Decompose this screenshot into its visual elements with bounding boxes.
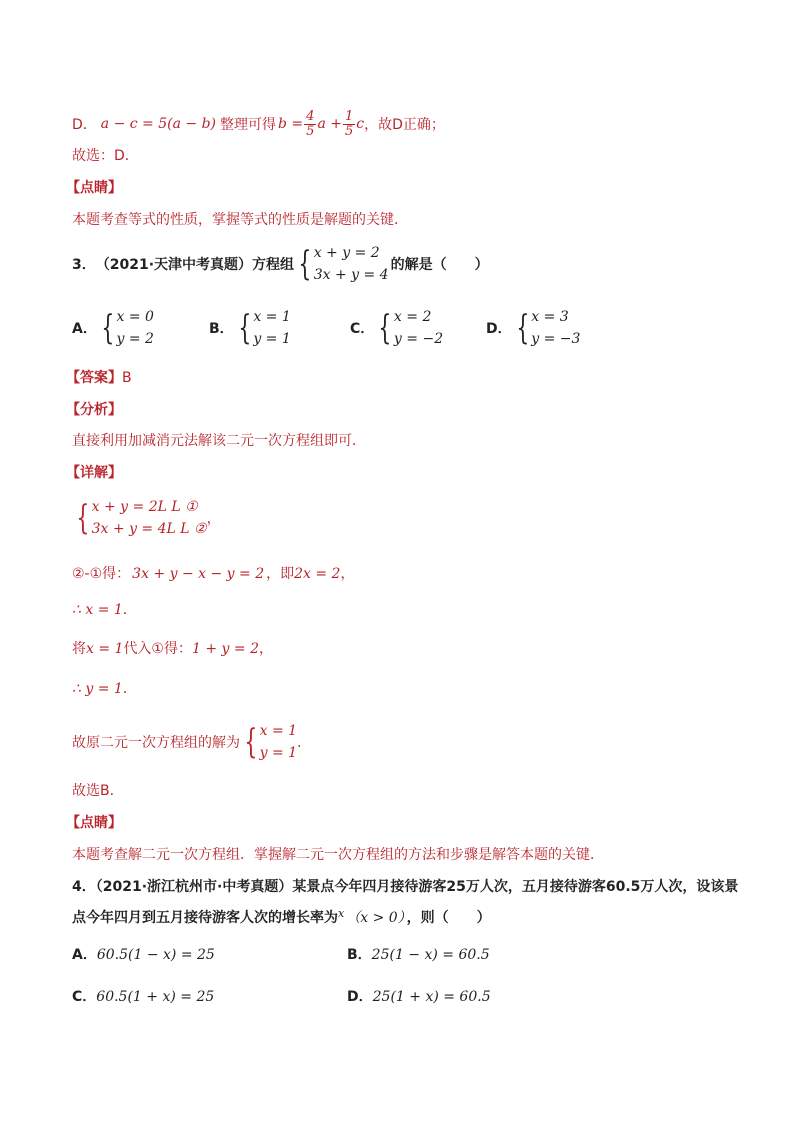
summary-2: 本题考查解二元一次方程组．掌握解二元一次方程组的方法和步骤是解答本题的关键． — [72, 847, 604, 863]
dianjing-heading-2: 【点睛】 — [66, 815, 122, 831]
d-a-plus: a + — [317, 116, 342, 132]
question-3-options — [72, 304, 732, 352]
d-label: D． — [72, 117, 97, 133]
select-d: 故选：D． — [72, 148, 139, 164]
d-middle-text: 整理可得 — [220, 117, 277, 133]
question-4-line-2: 点今年四月到五月接待游客人次的增长率为$^x$ （x > 0） ，则（ ） — [72, 907, 491, 926]
summary-1: 本题考查等式的性质，掌握等式的性质是解题的关键． — [72, 212, 408, 228]
question-4-stem-1: 某景点今年四月接待游客25万人次，五月接待游客60.5万人次，设该景 — [292, 879, 739, 895]
q4-option-b[interactable]: B．25(1 − x) = 60.5 — [347, 947, 490, 963]
option-b[interactable]: B． { x = 1 y = 1 — [209, 308, 291, 348]
analysis-heading: 【分析】 — [66, 402, 122, 418]
answer-tag: 【答案】 — [66, 370, 122, 386]
question-3-stem-end: 的解是（ ） — [390, 257, 489, 273]
step-2: ∴ x = 1． — [72, 602, 137, 618]
option-c[interactable]: C． { x = 2 y = −2 — [350, 308, 444, 348]
select-b: 故选B． — [72, 783, 124, 799]
d-option-line — [72, 104, 445, 144]
step-4: ∴ y = 1． — [72, 681, 137, 697]
question-4-number: 4． — [72, 879, 96, 895]
step-1: ②-①得： 3x + y − x − y = 2 ，即2x = 2， — [72, 566, 355, 582]
fraction-four-fifths: $\frac{4}{5}$ — [306, 108, 315, 139]
fraction-one-fifth: $\frac{1}{5}$ — [344, 108, 354, 139]
question-4-source: （2021·浙江杭州市·中考真题） — [95, 879, 293, 895]
question-3-number: 3． — [72, 257, 96, 273]
question-3-stem-text: 方程组 — [252, 257, 295, 273]
option-d[interactable]: D． { x = 3 y = −3 — [486, 308, 581, 348]
q4-option-d[interactable]: D．25(1 + x) = 60.5 — [347, 989, 491, 1005]
question-4-line-1 — [72, 876, 738, 896]
answer-line — [66, 367, 132, 387]
question-3-source: （2021·天津中考真题） — [95, 257, 253, 273]
option-a[interactable]: A． { x = 0 y = 2 — [72, 308, 154, 348]
detail-heading: 【详解】 — [66, 465, 122, 481]
q4-option-c[interactable]: C．60.5(1 + x) = 25 — [72, 989, 215, 1005]
d-tail: ，故D正确； — [364, 117, 445, 133]
solution-line: 故原二元一次方程组的解为 { x = 1 y = 1 ． — [72, 722, 312, 762]
d-b-equals: b = — [278, 116, 304, 132]
dianjing-heading-1: 【点睛】 — [66, 180, 122, 196]
q4-option-a[interactable]: A．60.5(1 − x) = 25 — [72, 947, 215, 963]
detail-system: { x + y = 2L L ① 3x + y = 4L L ② ， — [76, 498, 221, 538]
d-c: c — [356, 116, 365, 132]
question-3-stem — [72, 240, 489, 288]
step-3: 将x = 1代入①得：1 + y = 2， — [72, 641, 273, 657]
d-expression: a − c = 5(a − b) — [100, 116, 217, 132]
answer-value: B — [122, 370, 132, 386]
question-3-system: { x + y = 2 3x + y = 4 — [298, 244, 389, 284]
analysis-text: 直接利用加减消元法解该二元一次方程组即可． — [72, 433, 366, 449]
